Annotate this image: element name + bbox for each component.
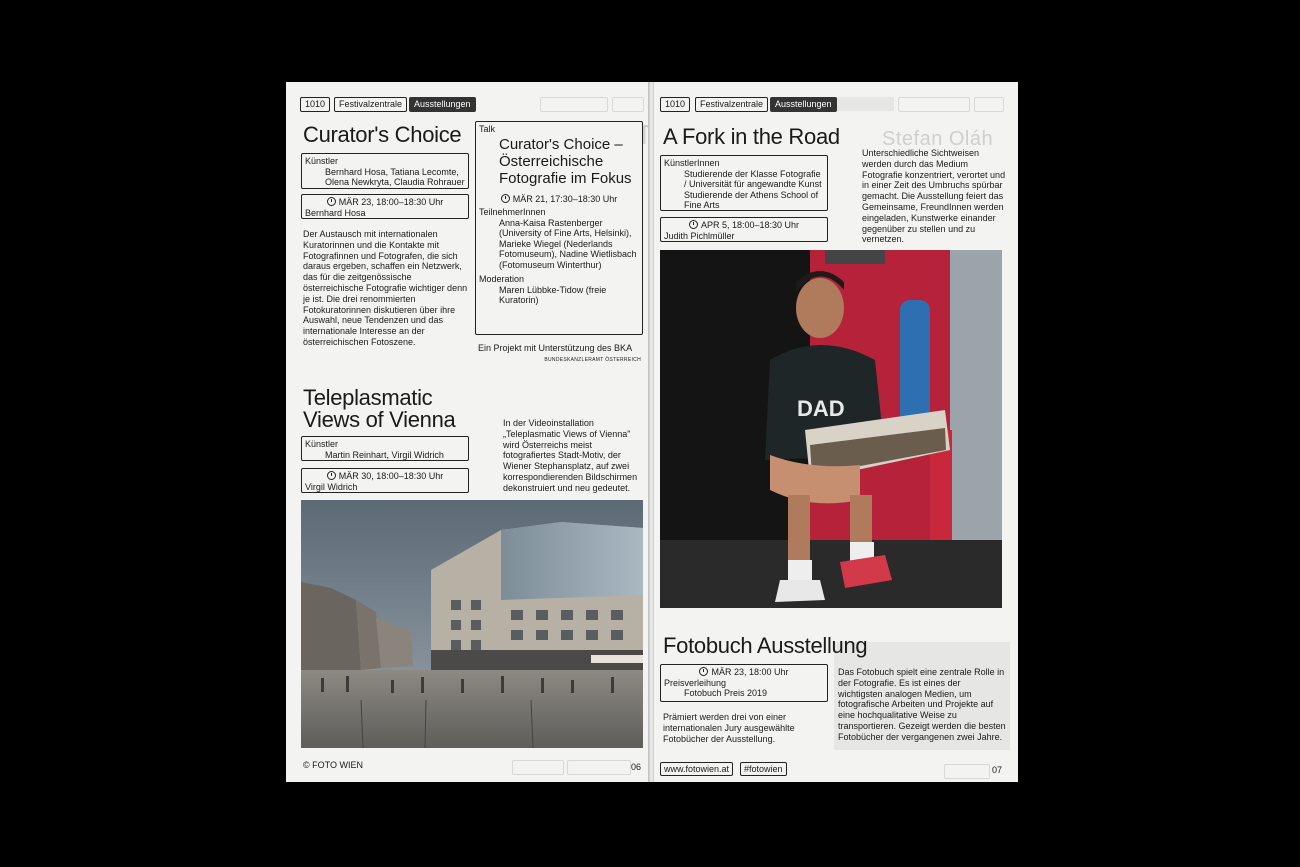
talk-date: MÄR 21, 17:30–18:30 Uhr — [512, 193, 618, 204]
event-label: Preisverleihung — [664, 677, 727, 688]
ghost-tag — [567, 760, 631, 775]
tag-district[interactable]: 1010 — [300, 97, 330, 112]
clock-icon — [699, 667, 708, 676]
event-date: APR 5, 18:00–18:30 Uhr — [700, 220, 800, 230]
tag-district[interactable]: 1010 — [660, 97, 690, 112]
fork-title: A Fork in the Road — [663, 124, 840, 149]
tele-date-box — [301, 468, 469, 493]
curators-body: Der Austausch mit internationalen Kuratorinnen und die Kontakte mit Fotografinnen und Fotografen, die sich daraus ergeben, schaffen ein Netzwerk, das für die zeitgenössische österreichische Fotografie wichtiger denn je ist. Die drei renommierten Fotokuratorinnen diskutieren über ihre Auswahl, neue Tendenzen und das internationale Interesse an der österreichischen Fotoszene. — [303, 229, 468, 347]
ghost-tag — [512, 760, 564, 775]
artists-label: Künstler — [305, 439, 339, 449]
curators-artists-box — [301, 153, 469, 189]
tag-festivalzentrale[interactable]: Festivalzentrale — [334, 97, 407, 112]
participants-label: TeilnehmerInnen — [479, 207, 546, 217]
tag-ausstellungen[interactable]: Ausstellungen — [409, 97, 476, 112]
website-link[interactable]: www.fotowien.at — [660, 762, 733, 776]
moderation-label: Moderation — [479, 274, 525, 284]
hashtag-link[interactable]: #fotowien — [740, 762, 787, 776]
bka-logo: BUNDESKANZLERAMT ÖSTERREICH — [544, 357, 641, 363]
event-guide: Bernhard Hosa — [305, 207, 366, 218]
ghost-tag — [834, 97, 894, 111]
right-page — [654, 82, 1018, 782]
clock-icon — [501, 194, 510, 203]
ghost-tag — [540, 97, 608, 112]
artists-label: Künstler — [305, 156, 339, 166]
event-guide: Virgil Widrich — [305, 481, 358, 492]
fotobuch-body: Das Fotobuch spielt eine zentrale Rolle in der Fotografie. Es ist eines der wichtigsten analogen Medien, um fotografische Arbeiten und Projekte auf eine hochqualitative Weise zu transportieren. Gezeigt werden die besten Fotobücher der vergangenen zwei Jahre. — [838, 667, 1006, 742]
talk-title: Curator's Choice – Österreichische Fotografie im Fokus — [499, 135, 632, 187]
tag-festivalzentrale[interactable]: Festivalzentrale — [695, 97, 768, 112]
page-number: 06 — [631, 762, 642, 772]
ghost-tag — [974, 97, 1004, 112]
artists-names: Martin Reinhart, Virgil Widrich — [325, 449, 444, 460]
curators-choice-title: Curator's Choice — [303, 122, 462, 147]
artists-names: Bernhard Hosa, Tatiana Lecomte, Olena Newkryta, Claudia Rohrauer — [325, 166, 465, 187]
fork-date-box — [660, 217, 828, 242]
fork-artists-box — [660, 155, 828, 211]
artists-label: KünstlerInnen — [664, 158, 720, 168]
moderation-name: Maren Lübbke-Tidow (freie Kuratorin) — [499, 284, 607, 305]
tag-ausstellungen[interactable]: Ausstellungen — [770, 97, 837, 112]
event-date: MÄR 23, 18:00 Uhr — [711, 667, 789, 677]
artists-names: Studierende der Klasse Fotografie / Universität für angewandte Kunst Studierende der Athens School of Fine Arts — [684, 168, 822, 210]
portrait-photo — [660, 250, 1002, 608]
shirt-text: DAD — [797, 396, 845, 421]
fotobuch-title: Fotobuch Ausstellung — [663, 633, 868, 658]
tele-body: In der Videoinstallation „Teleplasmatic Views of Vienna" wird Österreichs meist fotografiertes Stadt-Motiv, der Wiener Stephansplatz, auf zwei korrespondierenden Bildschirmen dekonstruiert und neu gedeutet. — [503, 418, 638, 493]
ghost-text: Stefan Oláh — [882, 128, 994, 150]
curators-date-box — [301, 194, 469, 219]
fotobuch-date-box — [660, 664, 828, 702]
talk-label: Talk — [479, 124, 496, 134]
stephansplatz-photo — [301, 500, 643, 748]
event-date: MÄR 30, 18:00–18:30 Uhr — [338, 471, 444, 481]
fotobuch-note: Prämiert werden drei von einer internationalen Jury ausgewählte Fotobücher der Ausstellung. — [663, 712, 795, 744]
ghost-tag — [944, 764, 990, 779]
clock-icon — [327, 471, 336, 480]
copyright-footer: © FOTO WIEN — [303, 760, 363, 770]
teleplasmatic-title: Teleplasmatic Views of Vienna — [303, 385, 456, 432]
page-number: 07 — [992, 765, 1003, 775]
tele-artists-box — [301, 436, 469, 461]
event-guide: Judith Pichlmüller — [664, 230, 735, 241]
participants-names: Anna-Kaisa Rastenberger (University of Fine Arts, Helsinki), Marieke Wiegel (Nederlands Fotomuseum), Nadine Wietlisbach (Fotomuseum Winterthur) — [499, 217, 637, 270]
event-date: MÄR 23, 18:00–18:30 Uhr — [338, 197, 444, 207]
clock-icon — [327, 197, 336, 206]
support-note: Ein Projekt mit Unterstützung des BKA — [478, 343, 633, 353]
ghost-tag — [898, 97, 970, 112]
talk-box — [475, 121, 643, 335]
fork-body: Unterschiedliche Sichtweisen werden durch das Medium Fotografie konzentriert, verortet und in einer Zeit des Umbruchs spürbar gemacht. Die Ausstellung feiert das Gemeinsame, FreundInnen werden eingeladen, Kunstwerke einander gegenüber zu stellen und zu vernetzen. — [862, 148, 1006, 245]
left-page — [286, 82, 650, 782]
ghost-tag — [612, 97, 644, 112]
clock-icon — [689, 220, 698, 229]
event-name: Fotobuch Preis 2019 — [684, 688, 768, 698]
